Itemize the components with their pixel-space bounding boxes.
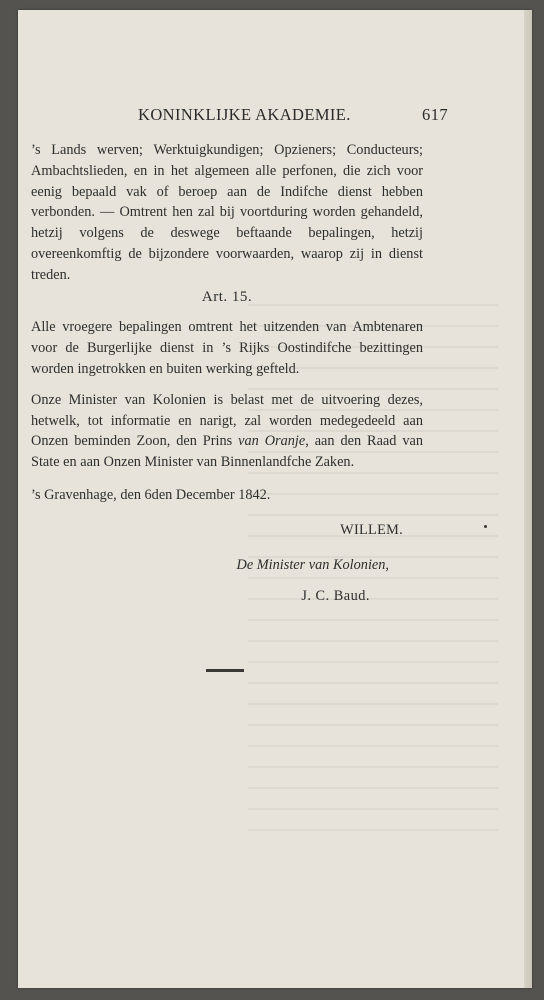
signature-minister-name: J. C. Baud. <box>301 588 370 605</box>
signature-minister-title: De Minister van Kolonien, <box>236 556 389 573</box>
header-title: KONINKLIJKE AKADEMIE. <box>138 105 351 124</box>
body-text <box>31 140 423 607</box>
document-page <box>18 10 532 988</box>
date-line: ’s Gravenhage, den 6den December 1842. <box>31 486 271 503</box>
paragraph-workers: ’s Lands werven; Werktuigkundigen; Opzieners; Conducteurs; Ambachtslieden, en in het algemeen alle perfonen, die zich voor eenig bepaald vak of beroep aan de Indifche dienst hebben verbonden. — Omtrent hen zal bij voortduring worden gehandeld, hetzij volgens de deswege beftaande bepalingen, hetzij overeenkomftig de bijzondere voorwaarden, waarop zij in dienst treden. <box>31 142 423 283</box>
execution-text-oranje: van Oranje <box>238 433 306 450</box>
signature-king: WILLEM. <box>340 521 403 538</box>
execution-text-a: Onze Minister van Kolonien is belast met de uitvoering dezes, hetwelk, tot informatie en narigt, zal worden medegedeeld aan Onzen beminden Zoon, den Prins <box>31 391 423 450</box>
page-number: 617 <box>422 105 448 124</box>
running-header <box>118 100 448 128</box>
end-rule <box>206 669 244 672</box>
article-heading: Art. 15. <box>201 288 253 305</box>
paragraph-execution <box>31 390 423 473</box>
paper-speck <box>484 525 487 528</box>
page-edge <box>524 10 532 988</box>
paragraph-repeal: Alle vroegere bepalingen omtrent het uitzenden van Ambtenaren voor de Burgerlijke dienst in ’s Rijks Oostindifche bezittingen worden ingetrokken en buiten werking gefteld. <box>31 319 423 377</box>
execution-text-b: , aan den Raad van State en aan Onzen Minister van Binnenlandfche Zaken. <box>31 433 423 471</box>
